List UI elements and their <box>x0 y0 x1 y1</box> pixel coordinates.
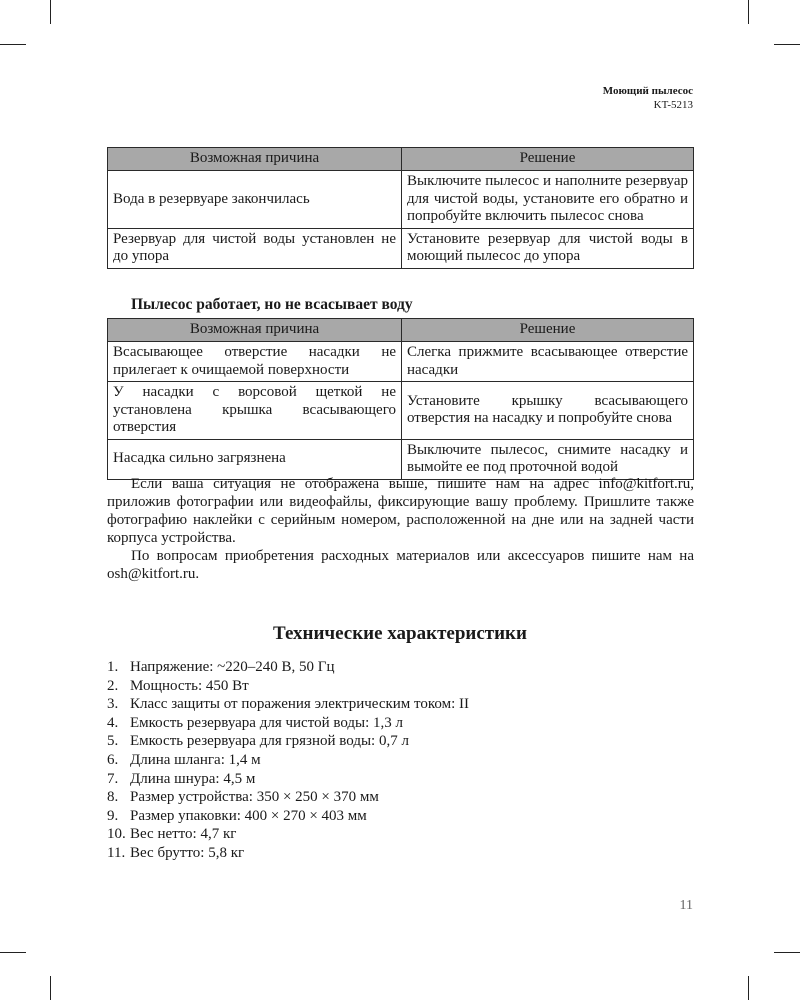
solution-cell: Выключите пылесос и наполните резервуар для чистой воды, установите его обратно и попробуйте включить пылесос снова <box>402 171 694 229</box>
troubleshooting-table-2 <box>107 318 694 480</box>
solution-cell: Слегка прижмите всасывающее отверстие насадки <box>402 342 694 382</box>
table-row <box>108 171 694 229</box>
specs-list <box>107 658 469 863</box>
section-heading: Пылесос работает, но не всасывает воду <box>131 296 413 313</box>
solution-cell: Выключите пылесос, снимите насадку и вымойте ее под проточной водой <box>402 439 694 479</box>
list-item: 10. Вес нетто: 4,7 кг <box>107 826 237 843</box>
column-header-cause: Возможная причина <box>108 319 402 342</box>
crop-mark <box>774 952 800 953</box>
table-row <box>108 342 694 382</box>
crop-mark <box>0 44 26 45</box>
table-header-row <box>108 319 694 342</box>
crop-mark <box>748 976 749 1000</box>
troubleshooting-table-1 <box>107 147 694 269</box>
list-item: 2. Мощность: 450 Вт <box>107 677 249 694</box>
cause-cell: Резервуар для чистой воды установлен не до упора <box>108 228 402 268</box>
table-row <box>108 439 694 479</box>
column-header-solution: Решение <box>402 148 694 171</box>
cause-cell: Всасывающее отверстие насадки не прилегает к очищаемой поверхности <box>108 342 402 382</box>
column-header-solution: Решение <box>402 319 694 342</box>
crop-mark <box>50 976 51 1000</box>
table-row <box>108 228 694 268</box>
list-item: 3. Класс защиты от поражения электрическим током: II <box>107 696 470 713</box>
table-header-row <box>108 148 694 171</box>
list-item: 6. Длина шланга: 1,4 м <box>107 751 261 768</box>
contact-paragraph: Если ваша ситуация не отображена выше, пишите нам на адрес info@kitfort.ru, приложив фотографии или видеофайлы, фиксирующие вашу проблему. Пришлите также фотографию наклейки с серийным номером, расположенной на дне или на задней части корпуса устройства. <box>107 476 694 546</box>
running-header <box>603 84 693 112</box>
solution-cell: Установите резервуар для чистой воды в моющий пылесос до упора <box>402 228 694 268</box>
cause-cell: Насадка сильно загрязнена <box>108 439 402 479</box>
specs-title: Технические характеристики <box>273 623 527 644</box>
crop-mark <box>748 0 749 24</box>
accessories-paragraph: По вопросам приобретения расходных материалов или аксессуаров пишите нам на osh@kitfort.ru. <box>107 548 694 582</box>
crop-mark <box>0 952 26 953</box>
page-number: 11 <box>679 898 693 913</box>
table-row <box>108 382 694 440</box>
solution-cell: Установите крышку всасывающего отверстия на насадку и попробуйте снова <box>402 382 694 440</box>
list-item: 8. Размер устройства: 350 × 250 × 370 мм <box>107 789 379 806</box>
header-title: Моющий пылесос <box>602 85 693 97</box>
column-header-cause: Возможная причина <box>108 148 402 171</box>
header-model: KT-5213 <box>653 99 693 111</box>
cause-cell: Вода в резервуаре закончилась <box>108 171 402 229</box>
crop-mark <box>50 0 51 24</box>
list-item: 1. Напряжение: ~220–240 В, 50 Гц <box>107 659 335 675</box>
list-item: 7. Длина шнура: 4,5 м <box>107 770 256 787</box>
list-item: 5. Емкость резервуара для грязной воды: 0,7 л <box>107 733 409 750</box>
crop-mark <box>774 44 800 45</box>
cause-cell: У насадки с ворсовой щеткой не установлена крышка всасывающего отверстия <box>108 382 402 440</box>
list-item: 4. Емкость резервуара для чистой воды: 1,3 л <box>107 714 404 731</box>
list-item: 9. Размер упаковки: 400 × 270 × 403 мм <box>107 807 367 824</box>
list-item: 11. Вес брутто: 5,8 кг <box>107 844 245 861</box>
